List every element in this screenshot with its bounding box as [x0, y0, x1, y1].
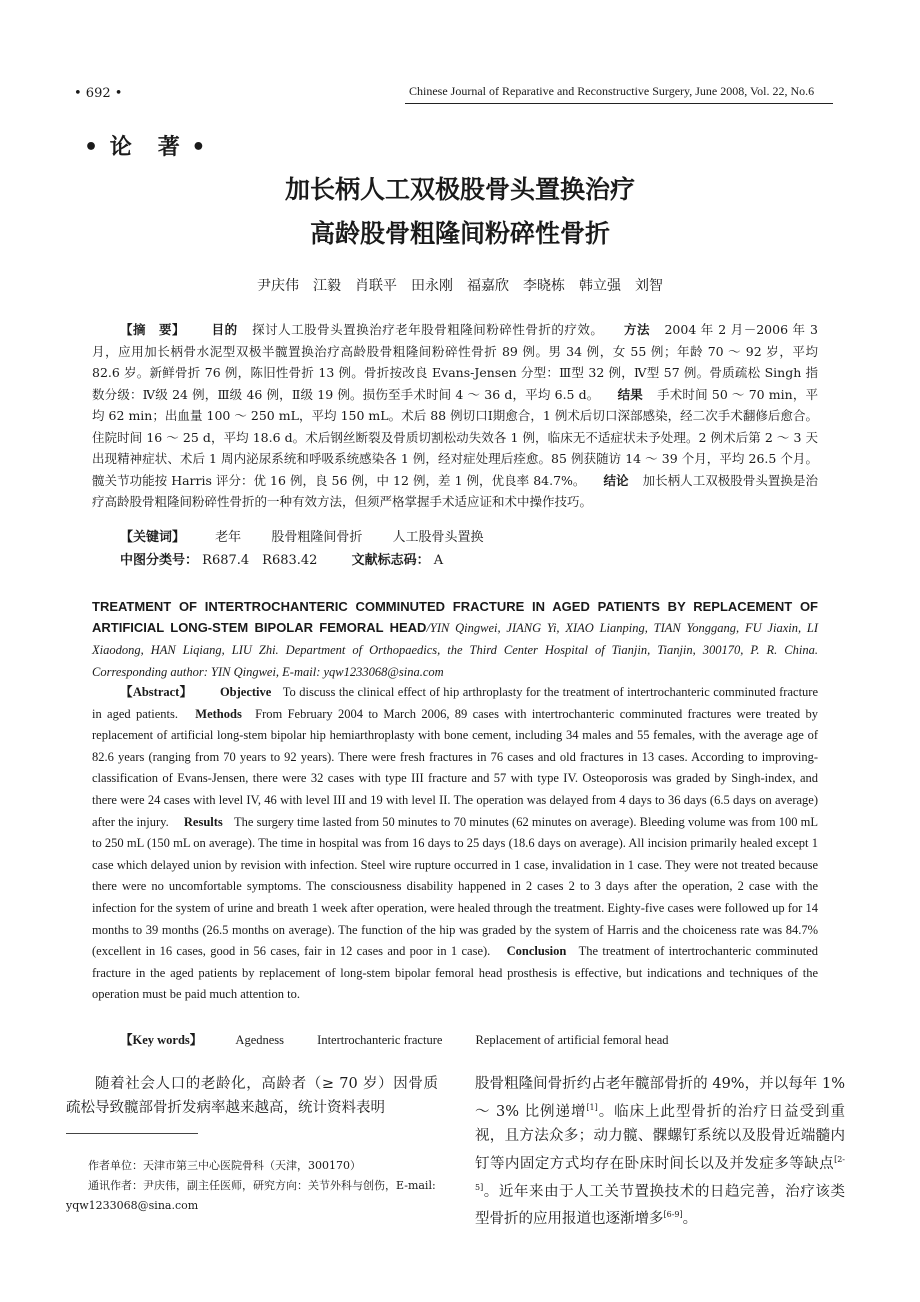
methods-text: 2004 年 2 月－2006 年 3 月，应用加长柄骨水泥型双极半髋置换治疗高龄股骨粗隆间粉碎性骨折 89 例。男 34 例，女 55 例；年龄 70 ～ 92 岁，平均 82.6 岁。新鲜骨折 76 例，陈旧性骨折 13 例。骨折按改良 Evans-Jensen 分型：Ⅲ型 32 例，Ⅳ型 57 例。骨质疏松 Singh 指数分级：Ⅳ级 24 例，Ⅲ级 46 例，Ⅱ级 19 例。损伤至手术时间 4 ～ 36 d，平均 6.5 d。 [92, 322, 818, 402]
keyword-cn: 人工股骨头置换 [392, 530, 484, 545]
results-label: 结果 [617, 386, 643, 402]
keyword-cn: 股骨粗隆间骨折 [271, 530, 363, 545]
keyword-en: Agedness [235, 1033, 285, 1047]
en-objective-label: Objective [219, 685, 272, 699]
clc-value: R687.4 R683.42 [202, 553, 318, 568]
keywords-en-label: 【Key words】 [120, 1033, 203, 1047]
citation: [1] [586, 1103, 598, 1112]
en-objective-text: To discuss the clinical effect of hip arthroplasty for the treatment of intertrochanteric comminuted fracture in aged patients. [92, 685, 818, 721]
page-number: • 692 • [74, 86, 123, 101]
methods-label: 方法 [623, 322, 650, 337]
keyword-en: Intertrochanteric fracture [317, 1033, 443, 1047]
english-title-block [92, 596, 818, 683]
body-text: 。 [682, 1211, 698, 1228]
body-column-1: 随着社会人口的老龄化，高龄者（≥ 70 岁）因骨质疏松导致髋部骨折发病率越来越高，统计资料表明 [66, 1076, 438, 1116]
authors: 尹庆伟 江毅 肖联平 田永刚 福嘉欣 李晓栋 韩立强 刘智 [257, 278, 663, 294]
section-label: • 论 著 • [84, 135, 208, 160]
keywords-cn [120, 526, 483, 545]
english-affiliation: /YIN Qingwei, JIANG Yi, XIAO Lianping, TIAN Yonggang, FU Jiaxin, LI Xiaodong, HAN Liqiang, LIU Zhi. Department of Orthopaedics, the Third Center Hospital of Tianjin, Tianjin, 300170, P. R. China. Corresponding author: YIN Qingwei, E-mail: yqw1233068@sina.com [92, 621, 818, 679]
objective-text: 探讨人工股骨头置换治疗老年股骨粗隆间粉碎性骨折的疗效。 [252, 322, 604, 337]
en-conclusion-label: Conclusion [506, 944, 567, 959]
body-column-2 [475, 1072, 845, 1231]
en-results-label: Results [183, 814, 223, 829]
body-text: 股骨粗隆间骨折约占老年髋部骨折的 49%，并以每年 1% ～ 3% 比例递增 [475, 1076, 845, 1120]
en-methods-text: From February 2004 to March 2006, 89 cases with intertrochanteric comminuted fractures were treated by replacement of artificial long-stem bipolar hip hemiarthroplasty with bone cement, including 34 males and 55 females, with the average age of 82.6 years (ranging from 70 years to 92 years). There were fresh fractures in 76 cases and old fractures in 13 cases. According to improving-classification of Evans-Jensen, there were 32 cases with type III fracture and 57 with type IV. Osteoporosis was graded by Singh-index, and there were 24 cases with level IV, 46 with level III and 19 with level II. The operation was delayed from 4 days to 36 days (6.5 days on average) after the injury. [92, 706, 819, 829]
results-text: 手术时间 50 ～ 70 min，平均 62 min；出血量 100 ～ 250 mL，平均 150 mL。术后 88 例切口Ⅰ期愈合，1 例术后切口深部感染，经二次手术翻修后愈合。住院时间 16 ～ 25 d，平均 18.6 d。术后钢丝断裂及骨质切割松动失效各 1 例，临床无不适症状未予处理。2 例术后第 2 ～ 3 天出现精神症状、术后 1 周内泌尿系统和呼吸系统感染各 1 例，经对症处理后痊愈。85 例获随访 14 ～ 39 个月，平均 26.5 个月。髋关节功能按 Harris 评分：优 16 例，良 56 例，中 12 例，差 1 例，优良率 84.7%。 [92, 386, 818, 488]
title-line-1: 加长柄人工双极股骨头置换治疗 [284, 175, 635, 204]
doc-code-value: A [433, 553, 444, 568]
objective-label: 目的 [211, 322, 238, 337]
body-text: 。近年来由于人工关节置换技术的日趋完善，治疗该类型骨折的应用报道也逐渐增多 [475, 1183, 845, 1228]
footnote-rule [66, 1133, 198, 1134]
citation: [6-9] [663, 1210, 683, 1220]
body-text: 。临床上此型骨折的治疗日益受到重视，且方法众多；动力髋、髁螺钉系统以及股骨近端髓内钉等内固定方式均存在卧床时间长以及并发症多等缺点 [475, 1103, 845, 1172]
conclusion-label: 结论 [603, 472, 629, 488]
journal-header: Chinese Journal of Reparative and Reconstructive Surgery, June 2008, Vol. 22, No.6 [409, 84, 815, 98]
en-results-text: The surgery time lasted from 50 minutes to 70 minutes (62 minutes on average). Bleeding volume was from 100 mL to 250 mL (150 mL on average). The time in hospital was from 16 days to 25 days (18.6 days on average). All incision primarily healed except 1 case which delayed union by revision with infection. Steel wire rupture occurred in 1 case, invalidation in 1 case. They were not treated because there were no uncomfortable symptoms. The consciousness disability happened in 2 cases 2 to 3 days after the operation, 2 case with the infection for the system of urine and breath 1 week after operation, were healed through the treatment. Eighty-five cases were followed up for 14 months to 39 months (26.5 months on average). The function of the hip was graded by the system of Harris and the choiceness rate was 84.7% (excellent in 16 cases, good in 56 cases, fair in 12 cases and poor in 1 case). [92, 814, 819, 959]
keyword-cn: 老年 [215, 530, 242, 545]
abstract-cn [92, 319, 818, 513]
header-rule [405, 103, 833, 104]
abstract-cn-label: 【摘 要】 [120, 322, 186, 337]
keyword-en: Replacement of artificial femoral head [475, 1033, 669, 1047]
footnote-unit: 作者单位：天津市第三中心医院骨科（天津，300170） [88, 1159, 361, 1172]
title-line-2: 高龄股骨粗隆间粉碎性骨折 [309, 219, 610, 248]
abstract-en-label: 【Abstract】 [120, 685, 193, 699]
en-methods-label: Methods [195, 706, 242, 721]
en-conclusion-text: The treatment of intertrochanteric comminuted fracture in the aged patients by replacement of long-stem bipolar femoral head prosthesis is effective, but indications and techniques of the operation must be paid much attention to. [92, 944, 819, 1002]
conclusion-text: 加长柄人工双极股骨头置换是治疗高龄股骨粗隆间粉碎性骨折的一种有效方法，但须严格掌握手术适应证和术中操作技巧。 [92, 472, 818, 509]
english-title: TREATMENT OF INTERTROCHANTERIC COMMINUTED FRACTURE IN AGED PATIENTS BY REPLACEMENT OF ARTIFICIAL LONG-STEM BIPOLAR FEMORAL HEAD [92, 599, 818, 635]
keywords-en [120, 1030, 669, 1048]
citation: [2-5] [475, 1154, 845, 1192]
clc-label: 中图分类号： [120, 553, 199, 568]
doc-code-label: 文献标志码： [351, 553, 430, 568]
footnote-corresponding: 通讯作者：尹庆伟，副主任医师，研究方向：关节外科与创伤，E-mail: yqw1233068@sina.com [66, 1179, 436, 1212]
classification [120, 549, 443, 568]
keywords-cn-label: 【关键词】 [120, 530, 186, 545]
abstract-en [92, 682, 818, 1006]
